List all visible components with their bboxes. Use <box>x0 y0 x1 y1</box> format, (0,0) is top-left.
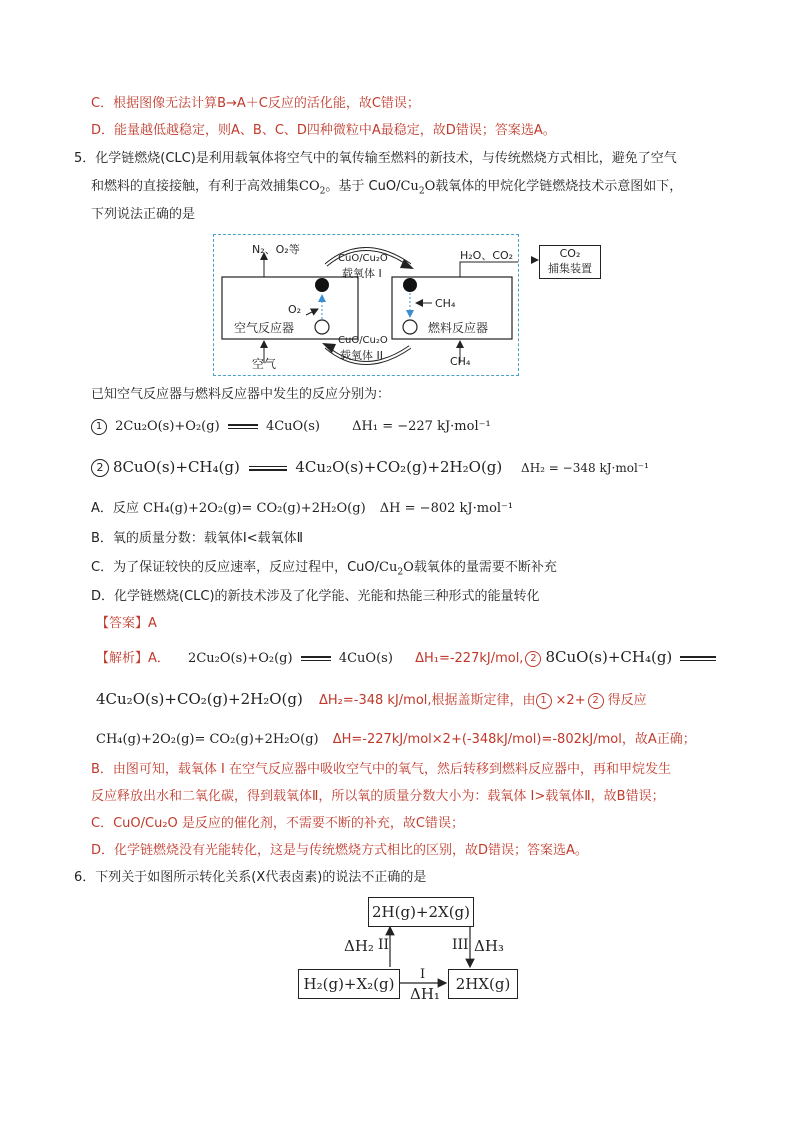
q6-stem: 6．下列关于如图所示转化关系(X代表卤素)的说法不正确的是 <box>74 870 427 885</box>
cu2o-formula: $Cu_2O$ <box>400 179 436 197</box>
reaction-1 <box>91 418 491 436</box>
q5-known: 已知空气反应器与燃料反应器中发生的反应分别为： <box>91 387 391 402</box>
o2-label: O₂ <box>288 303 302 316</box>
equilibrium-arrow <box>680 654 716 663</box>
analysis-d: D．化学链燃烧没有光能转化，这是与传统燃烧方式相比的区别，故D错误；答案选A。 <box>91 843 588 858</box>
equilibrium-arrow <box>249 464 287 473</box>
analysis-eq2-rhs: 4Cu₂O(s)+CO₂(g)+2H₂O(g) <box>96 690 303 708</box>
reaction-2 <box>91 456 649 479</box>
carrier1-formula-label: CuO/Cu₂O <box>338 253 388 264</box>
analysis-label: 【解析】A． <box>96 651 170 666</box>
q5-option-c <box>91 559 557 582</box>
equilibrium-arrow <box>228 422 258 431</box>
capture-arrowhead <box>531 256 539 264</box>
analysis-eq1-rhs: 4CuO(s) <box>338 651 393 666</box>
carrier2-formula-label: CuO/Cu₂O <box>338 335 388 346</box>
analysis-num2: 2 <box>525 651 541 667</box>
carrier2-label: 载氧体 II <box>340 349 383 362</box>
carrier1-label: 载氧体 I <box>342 267 382 280</box>
analysis-eq1-lhs: 2Cu₂O(s)+O₂(g) <box>188 651 293 666</box>
q5-stem-text: 和燃料的直接接触，有利于高效捕集 <box>91 179 300 194</box>
equilibrium-arrow <box>301 654 331 663</box>
carrier-empty-circle-air <box>315 320 329 334</box>
q5-stem-line3: 下列说法正确的是 <box>91 207 196 222</box>
analysis-b-line2: 反应释放出水和二氧化碳，得到载氧体Ⅱ，所以氧的质量分数大小为：载氧体 I>载氧体Ⅱ，故B错误； <box>91 789 665 804</box>
q5-stem-line2 <box>91 178 682 201</box>
reaction-1-enthalpy: ΔH₁ = −227 kJ·mol⁻¹ <box>352 419 491 434</box>
reaction-1-number: 1 <box>91 419 107 435</box>
step-2-label: II <box>378 937 390 953</box>
q5-option-b: B．氧的质量分数：载氧体Ⅰ<载氧体Ⅱ <box>91 531 304 546</box>
h2o-co2-label: H₂O、CO₂ <box>460 249 514 262</box>
capture-co2-label: CO₂ <box>559 247 581 260</box>
analysis-c: C．CuO/Cu₂O 是反应的催化剂，不需要不断的补充，故C错误； <box>91 816 464 831</box>
reaction-2-rhs: 4Cu₂O(s)+CO₂(g)+2H₂O(g) <box>295 458 503 476</box>
reaction-1-rhs: 4CuO(s) <box>265 419 321 434</box>
analysis-end: 得反应 <box>607 693 647 708</box>
option-a-enthalpy: ΔH = −802 kJ·mol⁻¹ <box>379 501 514 516</box>
q4-option-c: C．根据图像无法计算B→A＋C反应的活化能，故C错误； <box>91 96 420 111</box>
q5-answer: 【答案】A <box>96 616 157 631</box>
dh3-label: ΔH₃ <box>474 937 504 955</box>
reaction-2-lhs: 8CuO(s)+CH₄(g) <box>113 458 240 476</box>
n2-o2-label: N₂、O₂等 <box>252 243 300 256</box>
capture-device-label: 捕集装置 <box>548 262 592 275</box>
q5-option-d: D．化学链燃烧(CLC)的新技术涉及了化学能、光能和热能三种形式的能量转化 <box>91 589 540 604</box>
analysis-b-line1: B．由图可知，载氧体 I 在空气反应器中吸收空气中的氧气，然后转移到燃料反应器中，再和甲烷发生 <box>91 762 672 777</box>
analysis-mid: ×2+ <box>555 693 586 708</box>
right-box: 2HX(g) <box>448 969 518 999</box>
option-a-label: A．反应 <box>91 501 139 516</box>
dh1-label: ΔH₁ <box>410 985 440 1003</box>
carrier-empty-circle-fuel <box>403 320 417 334</box>
analysis-n1: 1 <box>536 693 552 709</box>
co2-formula: $CO_2$ <box>299 179 326 197</box>
carrier-filled-circle-air <box>315 278 329 292</box>
step-1-label: I <box>420 967 426 982</box>
ch4-side-label: CH₄ <box>435 297 456 310</box>
q6-diagram <box>290 893 520 1005</box>
dh2-label: ΔH₂ <box>344 937 374 955</box>
ch4-bottom-label: CH₄ <box>450 355 471 368</box>
air-label: 空气 <box>252 357 277 371</box>
left-box: H₂(g)+X₂(g) <box>298 969 400 999</box>
analysis-dh3: ΔH=-227kJ/mol×2+(-348kJ/mol)=-802kJ/mol，故A正确； <box>332 732 696 747</box>
option-c-text: C．为了保证较快的反应速率，反应过程中，CuO/ <box>91 560 380 575</box>
top-box: 2H(g)+2X(g) <box>368 897 474 927</box>
option-c-text2: 载氧体的量需要不断补充 <box>413 560 557 575</box>
analysis-n2: 2 <box>588 693 604 709</box>
analysis-line-2 <box>96 690 647 710</box>
analysis-dh2: ΔH₂=-348 kJ/mol,根据盖斯定律，由 <box>319 693 536 708</box>
analysis-dh1: ΔH₁=-227kJ/mol, <box>415 651 524 666</box>
co2-capture-box <box>539 245 601 279</box>
q5-stem-text3: 载氧体的甲烷化学链燃烧技术示意图如下， <box>435 179 683 194</box>
cu2o-formula: $Cu_2O$ <box>379 560 414 578</box>
analysis-eq2-lhs: 8CuO(s)+CH₄(g) <box>545 648 673 666</box>
q5-stem-text2: 。基于 CuO/ <box>325 179 401 194</box>
step-3-label: III <box>452 937 469 953</box>
fuel-reactor-label: 燃料反应器 <box>428 321 489 335</box>
q4-option-d: D．能量越低越稳定，则A、B、C、D四种微粒中A最稳定，故D错误；答案选A。 <box>91 123 556 138</box>
air-reactor-label: 空气反应器 <box>234 321 295 335</box>
carrier-filled-circle-fuel <box>403 278 417 292</box>
clc-diagram <box>213 234 519 376</box>
analysis-eq3: CH₄(g)+2O₂(g)= CO₂(g)+2H₂O(g) <box>96 732 319 747</box>
analysis-line-3 <box>96 731 696 749</box>
reaction-2-enthalpy: ΔH₂ = −348 kJ·mol⁻¹ <box>521 461 649 475</box>
reaction-2-number: 2 <box>91 459 109 477</box>
option-a-equation: CH₄(g)+2O₂(g)= CO₂(g)+2H₂O(g) <box>143 501 366 516</box>
reaction-1-lhs: 2Cu₂O(s)+O₂(g) <box>115 419 220 434</box>
q5-stem-line1: 5．化学链燃烧(CLC)是利用载氧体将空气中的氧传输至燃料的新技术，与传统燃烧方式相比，避免了空气 <box>74 151 677 166</box>
q5-option-a <box>91 500 513 518</box>
analysis-line-1 <box>96 648 720 668</box>
